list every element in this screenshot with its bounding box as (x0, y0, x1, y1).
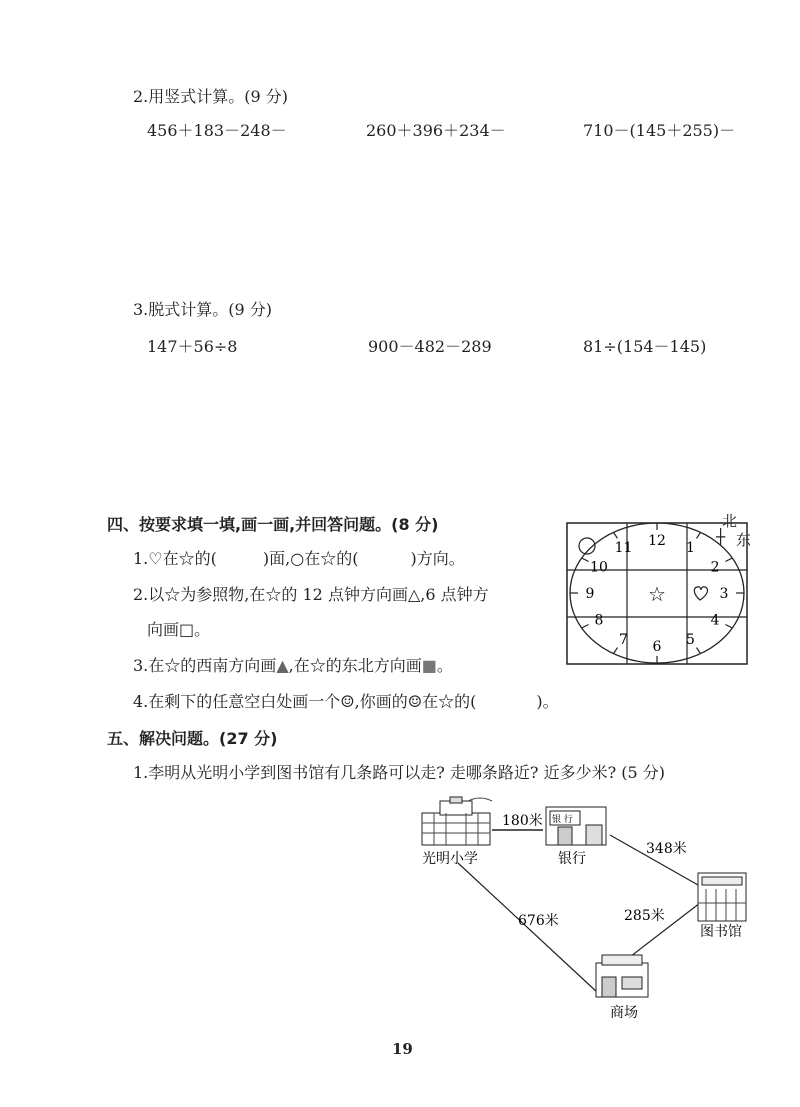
section-3-title: 3.脱式计算。(9 分) (133, 300, 273, 319)
vertical-calc-problem-1: 456＋183－248－ (147, 121, 287, 140)
square-outline-icon: □ (179, 620, 195, 639)
clock-number-4: 4 (710, 612, 720, 629)
clock-number-7: 7 (619, 631, 628, 648)
section-4-question-2-line-1: 2.以☆为参照物,在☆的 12 点钟方向画△,6 点钟方 (133, 585, 489, 604)
bank-label: 银行 (558, 851, 586, 867)
section-4-question-2-line-2: 向画□。 (147, 620, 211, 639)
bank-building-icon (546, 807, 606, 845)
library-label: 图书馆 (700, 924, 742, 940)
section-4-title: 四、按要求填一填,画一画,并回答问题。(8 分) (107, 515, 439, 534)
section-5-question-1: 1.李明从光明小学到图书馆有几条路可以走? 走哪条路近? 近多少米? (5 分) (133, 763, 666, 782)
distance-bank-library: 348米 (646, 841, 687, 857)
clock-number-2: 2 (710, 559, 720, 576)
distance-school-bank: 180米 (502, 813, 543, 829)
distance-mall-library: 285米 (624, 908, 665, 924)
star-icon: ☆ (178, 549, 195, 568)
compass-east: 东 (736, 531, 752, 549)
clock-tick (614, 648, 618, 654)
section-4-question-3: 3.在☆的西南方向画▲,在☆的东北方向画■。 (133, 656, 453, 675)
clock-number-11: 11 (614, 540, 633, 557)
clock-number-9: 9 (585, 586, 595, 602)
school-building-icon (422, 797, 492, 845)
step-calc-problem-1: 147＋56÷8 (147, 337, 238, 356)
distance-school-mall: 676米 (518, 913, 559, 929)
circle-icon: ○ (290, 549, 305, 568)
mall-label: 商场 (610, 1005, 638, 1021)
clock-tick (697, 648, 701, 654)
triangle-outline-icon: △ (407, 585, 421, 604)
clock-tick (725, 558, 732, 562)
step-calc-problem-3: 81÷(154－145) (583, 337, 707, 356)
shaded-triangle-icon: ▲ (276, 656, 289, 675)
star-icon: ☆ (265, 585, 282, 604)
section-4-question-4: 4.在剩下的任意空白处画一个☺,你画的☺在☆的( )。 (133, 692, 559, 711)
vertical-calc-problem-3: 710－(145＋255)－ (583, 121, 736, 140)
clock-number-3: 3 (719, 586, 729, 602)
page-number: 19 (392, 1040, 413, 1058)
heart-icon: ♡ (148, 549, 163, 568)
clock-tick (614, 532, 618, 538)
star-icon: ☆ (309, 656, 326, 675)
star-icon: ☆ (164, 656, 181, 675)
library-building-icon (698, 873, 746, 921)
star-icon: ☆ (438, 692, 455, 711)
center-star: ☆ (648, 582, 666, 606)
clock-number-5: 5 (686, 631, 695, 648)
clock-tick (582, 558, 589, 562)
clock-number-6: 6 (652, 639, 662, 655)
clock-number-8: 8 (594, 612, 604, 629)
compass-cross-icon: ┼ (716, 528, 726, 546)
clock-number-12: 12 (648, 533, 666, 549)
section-5-title: 五、解决问题。(27 分) (107, 729, 278, 748)
school-label: 光明小学 (422, 851, 478, 867)
clock-number-1: 1 (686, 540, 695, 557)
route-map (410, 795, 770, 1025)
star-icon: ☆ (164, 585, 181, 604)
clock-tick (725, 625, 732, 629)
bank-sign: 银 行 (552, 815, 573, 825)
smiley-icon: ☺ (407, 692, 423, 711)
clock-number-10: 10 (590, 559, 608, 576)
step-calc-problem-2: 900－482－289 (368, 337, 492, 356)
star-icon: ☆ (320, 549, 337, 568)
clock-tick (582, 625, 589, 629)
section-2-title: 2.用竖式计算。(9 分) (133, 87, 289, 106)
clock-tick (697, 532, 701, 538)
mall-building-icon (596, 955, 648, 997)
heart-marker (694, 587, 707, 600)
compass-north: 北 (722, 512, 738, 530)
vertical-calc-problem-2: 260＋396＋234－ (366, 121, 506, 140)
section-4-question-1: 1.♡在☆的( )面,○在☆的( )方向。 (133, 549, 465, 568)
shaded-square-icon: ■ (421, 656, 437, 675)
smiley-icon: ☺ (340, 692, 355, 711)
